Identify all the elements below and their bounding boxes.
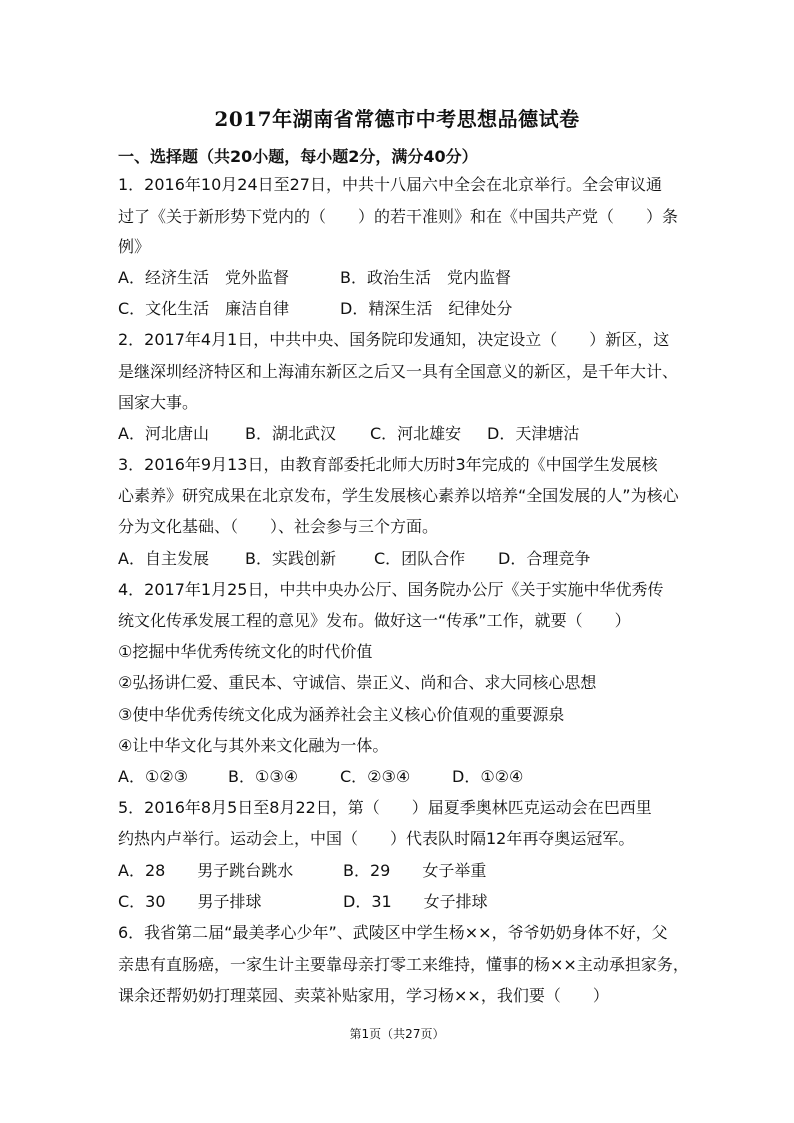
question-3-option-a: A．自主发展	[118, 549, 209, 568]
page-footer: 第1页（共27页）	[349, 1027, 445, 1041]
question-1-option-a: A．经济生活 党外监督	[118, 268, 289, 287]
question-2-option-b: B．湖北武汉	[245, 424, 336, 443]
question-2-line-2: 是继深圳经济特区和上海浦东新区之后又一具有全国意义的新区，是千年大计、	[118, 362, 679, 381]
question-4-item-2: ②弘扬讲仁爱、重民本、守诚信、崇正义、尚和合、求大同核心思想	[118, 673, 597, 692]
question-4-item-1: ①挖掘中华优秀传统文化的时代价值	[118, 642, 373, 661]
question-4-item-4: ④让中华文化与其外来文化融为一体。	[118, 736, 389, 755]
question-5-option-d: D．31 女子排球	[343, 892, 488, 911]
page-title: 2017年湖南省常德市中考思想品德试卷	[214, 107, 580, 131]
question-4-line-1: 4．2017年1月25日，中共中央办公厅、国务院办公厅《关于实施中华优秀传	[118, 580, 664, 599]
question-2-option-d: D．天津塘沽	[487, 424, 580, 443]
question-3-option-d: D．合理竞争	[498, 549, 591, 568]
question-6-line-3: 课余还帮奶奶打理菜园、卖菜补贴家用，学习杨××，我们要（ ）	[118, 986, 609, 1005]
question-1-line-1: 1．2016年10月24日至27日，中共十八届六中全会在北京举行。全会审议通	[118, 175, 662, 194]
question-3-line-1: 3．2016年9月13日，由教育部委托北师大历时3年完成的《中国学生发展核	[118, 455, 658, 474]
question-2-option-a: A．河北唐山	[118, 424, 209, 443]
question-5-option-a: A．28 男子跳台跳水	[118, 861, 294, 880]
question-4-option-b: B．①③④	[228, 767, 299, 786]
question-3-line-2: 心素养》研究成果在北京发布，学生发展核心素养以培养“全国发展的人”为核心	[118, 486, 679, 505]
question-4-option-d: D．①②④	[452, 767, 524, 786]
question-1-option-c: C．文化生活 廉洁自律	[118, 299, 290, 318]
question-2-line-1: 2．2017年4月1日，中共中央、国务院印发通知，决定设立（ ）新区，这	[118, 330, 670, 349]
question-2-option-c: C．河北雄安	[370, 424, 462, 443]
question-3-option-b: B．实践创新	[245, 549, 336, 568]
question-5-option-c: C．30 男子排球	[118, 892, 262, 911]
question-1-line-2: 过了《关于新形势下党内的（ ）的若干准则》和在《中国共产党（ ）条	[118, 207, 679, 226]
question-3-option-c: C．团队合作	[374, 549, 466, 568]
question-3-line-3: 分为文化基础、（ ）、社会参与三个方面。	[118, 517, 439, 536]
question-6-line-1: 6．我省第二届“最美孝心少年”、武陵区中学生杨××，爷爷奶奶身体不好，父	[118, 923, 668, 942]
question-4-line-2: 统文化传承发展工程的意见》发布。做好这一“传承”工作，就要（ ）	[118, 611, 631, 630]
question-1-option-d: D．精深生活 纪律处分	[340, 299, 513, 318]
question-1-option-b: B．政治生活 党内监督	[340, 268, 511, 287]
question-5-line-2: 约热内卢举行。运动会上，中国（ ）代表队时隔12年再夺奥运冠军。	[118, 829, 635, 848]
question-2-line-3: 国家大事。	[118, 393, 199, 412]
question-1-line-3: 例》	[118, 237, 151, 256]
question-4-option-c: C．②③④	[340, 767, 411, 786]
section-heading: 一、选择题（共20小题，每小题2分，满分40分）	[118, 147, 478, 166]
question-5-option-b: B．29 女子举重	[343, 861, 487, 880]
question-6-line-2: 亲患有直肠癌，一家生计主要靠母亲打零工来维持，懂事的杨××主动承担家务，	[118, 955, 689, 974]
question-4-item-3: ③使中华优秀传统文化成为涵养社会主义核心价值观的重要源泉	[118, 705, 565, 724]
question-5-line-1: 5．2016年8月5日至8月22日，第（ ）届夏季奥林匹克运动会在巴西里	[118, 798, 652, 817]
question-4-option-a: A．①②③	[118, 767, 188, 786]
